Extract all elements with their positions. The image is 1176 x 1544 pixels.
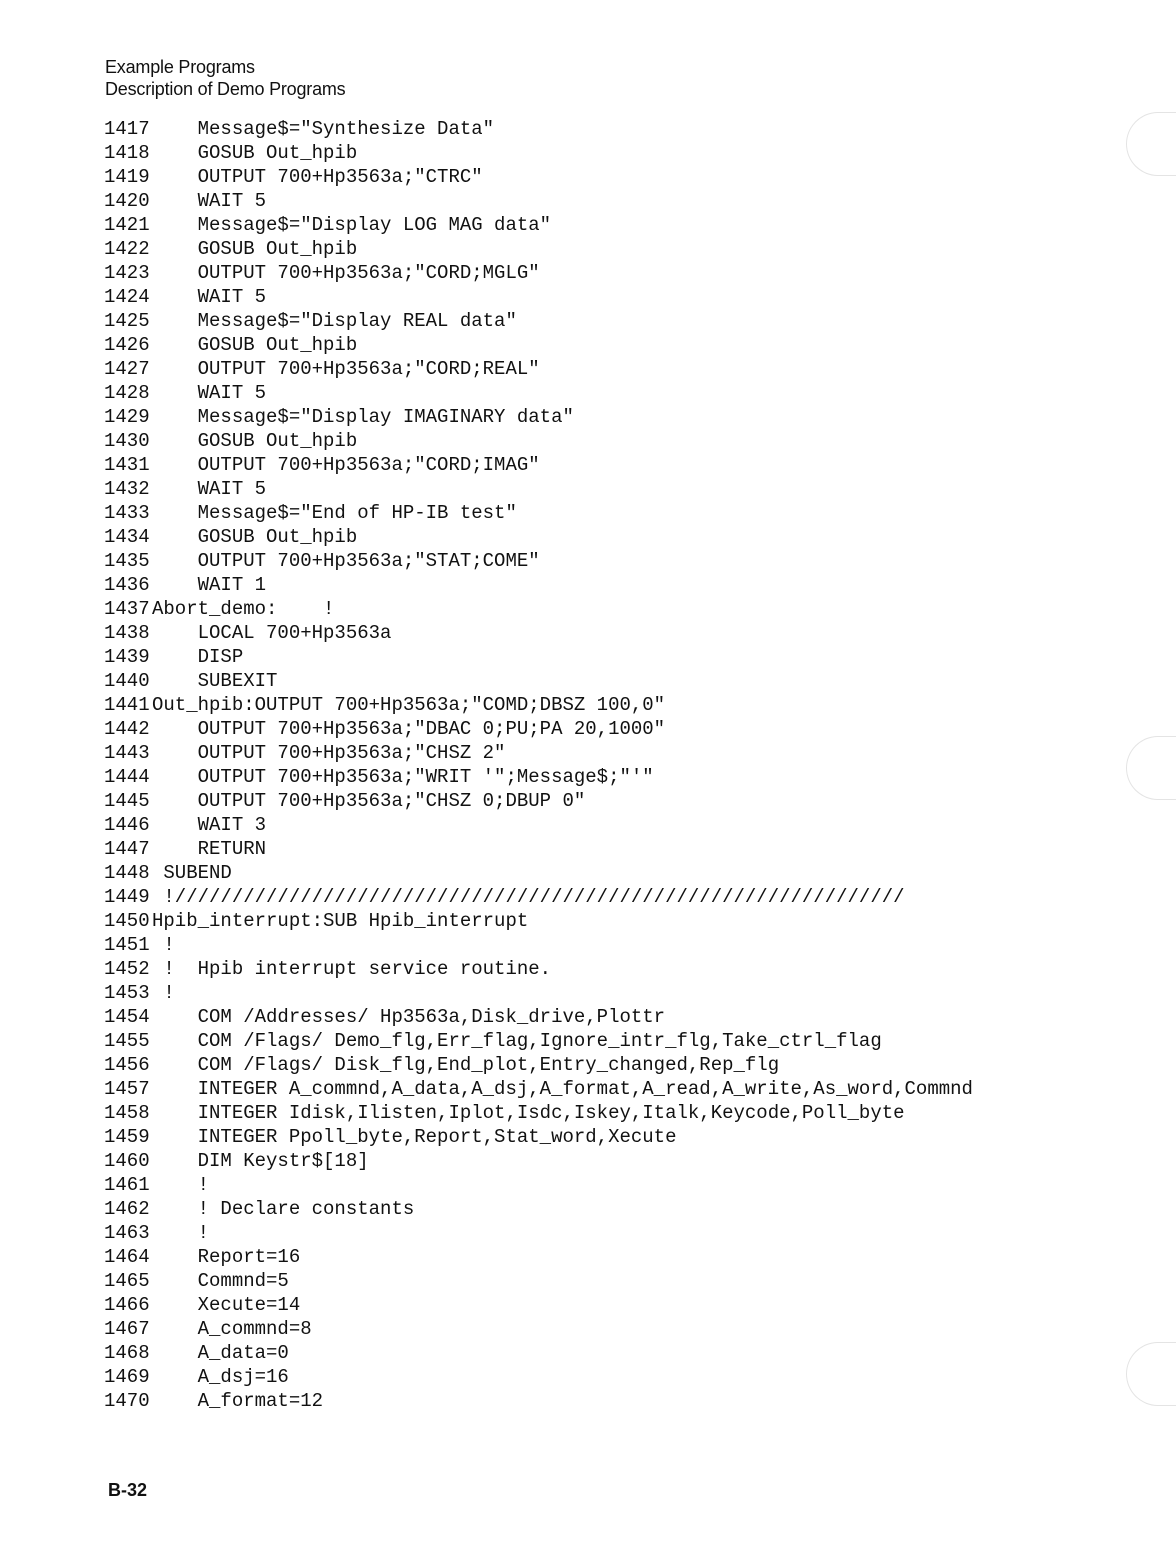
line-number: 1459 [104, 1126, 150, 1148]
code-line [104, 357, 973, 381]
code-line [104, 621, 973, 645]
code-line [104, 381, 973, 405]
code-line [104, 1101, 973, 1125]
line-number: 1448 [104, 862, 150, 884]
line-number: 1428 [104, 382, 150, 404]
line-number: 1464 [104, 1246, 150, 1268]
code-line [104, 237, 973, 261]
line-code: ! [152, 1174, 210, 1196]
line-code: Message$="Synthesize Data" [152, 118, 495, 140]
line-number: 1462 [104, 1198, 150, 1220]
line-code: Abort_demo: ! [152, 598, 335, 620]
line-code: Commnd=5 [152, 1270, 289, 1292]
code-line [104, 957, 973, 981]
line-number: 1467 [104, 1318, 150, 1340]
line-number: 1444 [104, 766, 150, 788]
line-number: 1421 [104, 214, 150, 236]
code-line [104, 309, 973, 333]
line-number: 1451 [104, 934, 150, 956]
code-line [104, 1389, 973, 1413]
code-line [104, 501, 973, 525]
line-code: OUTPUT 700+Hp3563a;"CORD;IMAG" [152, 454, 540, 476]
line-code: SUBEXIT [152, 670, 278, 692]
line-code: LOCAL 700+Hp3563a [152, 622, 392, 644]
line-code: Message$="Display IMAGINARY data" [152, 406, 574, 428]
code-line [104, 1245, 973, 1269]
code-line [104, 1173, 973, 1197]
line-code: SUBEND [152, 862, 232, 884]
line-code: INTEGER Ppoll_byte,Report,Stat_word,Xecute [152, 1126, 677, 1148]
code-line [104, 117, 973, 141]
line-number: 1455 [104, 1030, 150, 1052]
code-line [104, 141, 973, 165]
line-number: 1427 [104, 358, 150, 380]
line-code: WAIT 1 [152, 574, 267, 596]
punch-hole-top [1126, 112, 1176, 176]
code-line [104, 189, 973, 213]
code-line [104, 1125, 973, 1149]
line-code: A_commnd=8 [152, 1318, 312, 1340]
code-line [104, 1053, 973, 1077]
code-line [104, 645, 973, 669]
line-number: 1438 [104, 622, 150, 644]
code-line [104, 1341, 973, 1365]
section-title: Example Programs [105, 57, 255, 77]
line-code: ! Declare constants [152, 1198, 415, 1220]
code-line [104, 885, 973, 909]
line-code: Xecute=14 [152, 1294, 301, 1316]
code-line [104, 909, 973, 933]
line-number: 1449 [104, 886, 150, 908]
line-number: 1452 [104, 958, 150, 980]
code-line [104, 1029, 973, 1053]
line-code: COM /Flags/ Demo_flg,Err_flag,Ignore_intr_flg,Take_ctrl_flag [152, 1030, 882, 1052]
code-line [104, 933, 973, 957]
line-code: WAIT 5 [152, 382, 267, 404]
line-number: 1441 [104, 694, 150, 716]
line-code: !//////////////////////////////////////////////////////////////// [152, 886, 905, 908]
line-number: 1465 [104, 1270, 150, 1292]
line-code: Message$="Display REAL data" [152, 310, 517, 332]
code-line [104, 717, 973, 741]
code-line [104, 837, 973, 861]
line-number: 1422 [104, 238, 150, 260]
code-line [104, 1149, 973, 1173]
line-number: 1470 [104, 1390, 150, 1412]
code-line [104, 1077, 973, 1101]
line-code: OUTPUT 700+Hp3563a;"CHSZ 0;DBUP 0" [152, 790, 586, 812]
line-code: Hpib_interrupt:SUB Hpib_interrupt [152, 910, 529, 932]
line-number: 1453 [104, 982, 150, 1004]
line-code: RETURN [152, 838, 267, 860]
line-code: OUTPUT 700+Hp3563a;"CORD;MGLG" [152, 262, 540, 284]
line-number: 1424 [104, 286, 150, 308]
line-number: 1469 [104, 1366, 150, 1388]
line-code: INTEGER Idisk,Ilisten,Iplot,Isdc,Iskey,Italk,Keycode,Poll_byte [152, 1102, 905, 1124]
page-header [105, 56, 346, 100]
line-code: DISP [152, 646, 244, 668]
line-number: 1431 [104, 454, 150, 476]
line-number: 1433 [104, 502, 150, 524]
code-line [104, 1269, 973, 1293]
code-line [104, 213, 973, 237]
line-number: 1418 [104, 142, 150, 164]
line-code: OUTPUT 700+Hp3563a;"CTRC" [152, 166, 483, 188]
line-number: 1466 [104, 1294, 150, 1316]
line-code: OUTPUT 700+Hp3563a;"STAT;COME" [152, 550, 540, 572]
line-code: GOSUB Out_hpib [152, 430, 358, 452]
code-line [104, 261, 973, 285]
code-line [104, 1365, 973, 1389]
line-number: 1468 [104, 1342, 150, 1364]
line-number: 1446 [104, 814, 150, 836]
line-number: 1420 [104, 190, 150, 212]
line-number: 1457 [104, 1078, 150, 1100]
line-number: 1445 [104, 790, 150, 812]
code-line [104, 477, 973, 501]
line-code: GOSUB Out_hpib [152, 334, 358, 356]
line-code: Message$="Display LOG MAG data" [152, 214, 552, 236]
line-code: WAIT 5 [152, 286, 267, 308]
line-number: 1443 [104, 742, 150, 764]
code-line [104, 789, 973, 813]
line-number: 1458 [104, 1102, 150, 1124]
line-number: 1437 [104, 598, 150, 620]
code-line [104, 981, 973, 1005]
line-number: 1423 [104, 262, 150, 284]
line-number: 1461 [104, 1174, 150, 1196]
code-line [104, 1221, 973, 1245]
line-code: OUTPUT 700+Hp3563a;"CORD;REAL" [152, 358, 540, 380]
code-line [104, 429, 973, 453]
code-line [104, 453, 973, 477]
code-line [104, 1293, 973, 1317]
line-code: OUTPUT 700+Hp3563a;"CHSZ 2" [152, 742, 506, 764]
code-line [104, 861, 973, 885]
line-code: A_data=0 [152, 1342, 289, 1364]
punch-hole-bottom [1126, 1342, 1176, 1406]
subsection-title: Description of Demo Programs [105, 79, 346, 99]
line-code: COM /Addresses/ Hp3563a,Disk_drive,Plottr [152, 1006, 666, 1028]
line-code: OUTPUT 700+Hp3563a;"WRIT '";Message$;"'" [152, 766, 654, 788]
code-line [104, 1317, 973, 1341]
code-line [104, 1005, 973, 1029]
line-code: DIM Keystr$[18] [152, 1150, 369, 1172]
line-number: 1430 [104, 430, 150, 452]
code-line [104, 597, 973, 621]
code-line [104, 813, 973, 837]
line-code: ! Hpib interrupt service routine. [152, 958, 552, 980]
line-code: ! [152, 982, 175, 1004]
line-code: Report=16 [152, 1246, 301, 1268]
punch-hole-middle [1126, 736, 1176, 800]
line-number: 1425 [104, 310, 150, 332]
line-code: ! [152, 934, 175, 956]
line-number: 1434 [104, 526, 150, 548]
line-number: 1447 [104, 838, 150, 860]
code-line [104, 549, 973, 573]
code-line [104, 405, 973, 429]
line-number: 1419 [104, 166, 150, 188]
code-line [104, 165, 973, 189]
code-line [104, 693, 973, 717]
line-code: GOSUB Out_hpib [152, 526, 358, 548]
line-number: 1460 [104, 1150, 150, 1172]
code-line [104, 285, 973, 309]
line-number: 1435 [104, 550, 150, 572]
page-number: B-32 [108, 1480, 148, 1500]
line-number: 1454 [104, 1006, 150, 1028]
line-number: 1456 [104, 1054, 150, 1076]
line-number: 1440 [104, 670, 150, 692]
code-line [104, 765, 973, 789]
line-code: Message$="End of HP-IB test" [152, 502, 517, 524]
line-code: A_format=12 [152, 1390, 324, 1412]
line-number: 1439 [104, 646, 150, 668]
line-code: WAIT 5 [152, 478, 267, 500]
line-number: 1463 [104, 1222, 150, 1244]
code-line [104, 573, 973, 597]
line-code: OUTPUT 700+Hp3563a;"DBAC 0;PU;PA 20,1000" [152, 718, 666, 740]
line-number: 1417 [104, 118, 150, 140]
code-line [104, 669, 973, 693]
line-code: A_dsj=16 [152, 1366, 289, 1388]
line-number: 1442 [104, 718, 150, 740]
line-code: INTEGER A_commnd,A_data,A_dsj,A_format,A_read,A_write,As_word,Commnd [152, 1078, 973, 1100]
line-number: 1426 [104, 334, 150, 356]
code-line [104, 525, 973, 549]
line-number: 1432 [104, 478, 150, 500]
line-number: 1429 [104, 406, 150, 428]
line-code: Out_hpib:OUTPUT 700+Hp3563a;"COMD;DBSZ 100,0" [152, 694, 666, 716]
line-code: WAIT 5 [152, 190, 267, 212]
code-line [104, 741, 973, 765]
code-listing [104, 117, 973, 1413]
line-number: 1450 [104, 910, 150, 932]
code-line [104, 1197, 973, 1221]
line-code: COM /Flags/ Disk_flg,End_plot,Entry_changed,Rep_flg [152, 1054, 780, 1076]
code-line [104, 333, 973, 357]
line-code: ! [152, 1222, 210, 1244]
line-code: GOSUB Out_hpib [152, 238, 358, 260]
line-number: 1436 [104, 574, 150, 596]
line-code: WAIT 3 [152, 814, 267, 836]
line-code: GOSUB Out_hpib [152, 142, 358, 164]
